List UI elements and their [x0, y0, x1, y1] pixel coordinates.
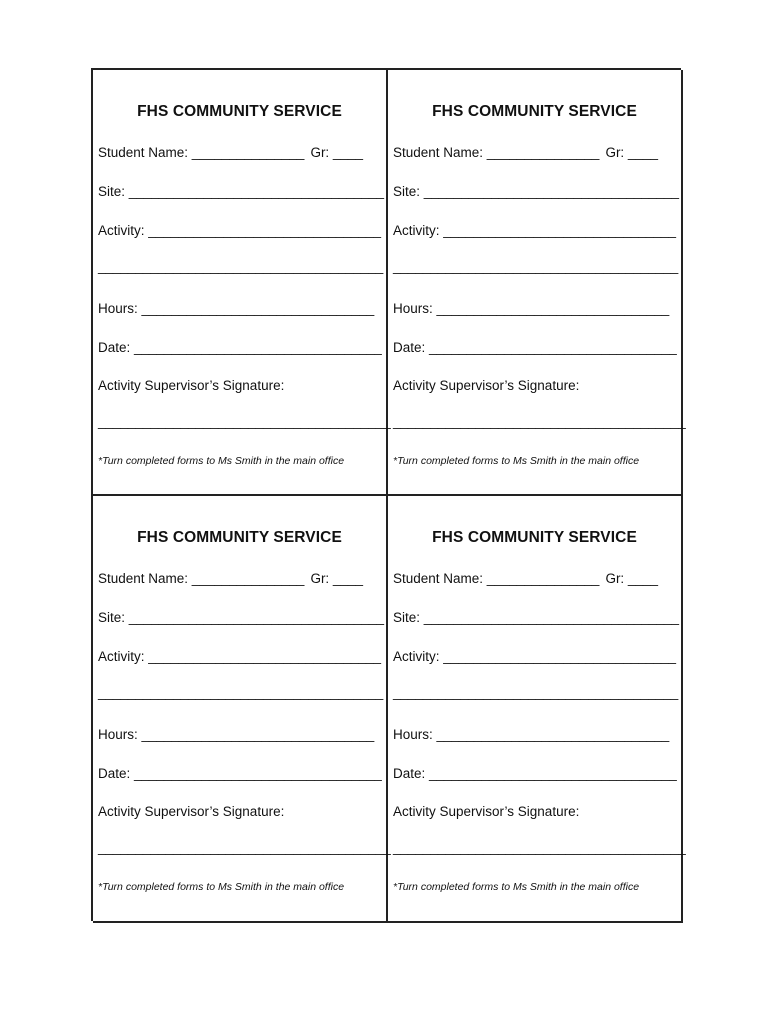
activity-field: Activity: _______________________________	[393, 649, 677, 664]
form-title: FHS COMMUNITY SERVICE	[432, 103, 637, 120]
student-name-row	[393, 145, 658, 160]
grade-field: Gr: ____	[310, 571, 363, 586]
student-name-row	[98, 145, 363, 160]
return-instructions-note: *Turn completed forms to Ms Smith in the main office	[393, 881, 640, 893]
student-name-row	[98, 571, 363, 586]
supervisor-signature-label: Activity Supervisor’s Signature:	[393, 378, 580, 393]
supervisor-signature-line: _______________________________________	[98, 414, 391, 429]
grade-field: Gr: ____	[310, 145, 363, 160]
date-field: Date: _________________________________	[98, 766, 382, 781]
supervisor-signature-label: Activity Supervisor’s Signature:	[98, 804, 285, 819]
service-form-card-bottom-left	[93, 496, 391, 923]
activity-continuation-line: ______________________________________	[98, 259, 384, 274]
activity-continuation-line: ______________________________________	[98, 685, 384, 700]
date-field: Date: _________________________________	[393, 766, 677, 781]
activity-continuation-line: ______________________________________	[393, 685, 679, 700]
site-field: Site: __________________________________	[98, 610, 385, 625]
date-field: Date: _________________________________	[393, 340, 677, 355]
hours-field: Hours: _______________________________	[98, 727, 375, 742]
form-title: FHS COMMUNITY SERVICE	[432, 529, 637, 546]
site-field: Site: __________________________________	[98, 184, 385, 199]
hours-field: Hours: _______________________________	[393, 301, 670, 316]
form-title: FHS COMMUNITY SERVICE	[137, 103, 342, 120]
hours-field: Hours: _______________________________	[393, 727, 670, 742]
supervisor-signature-label: Activity Supervisor’s Signature:	[98, 378, 285, 393]
site-field: Site: __________________________________	[393, 184, 680, 199]
date-field: Date: _________________________________	[98, 340, 382, 355]
student-name-field: Student Name: _______________	[393, 571, 600, 586]
form-title: FHS COMMUNITY SERVICE	[137, 529, 342, 546]
student-name-row	[393, 571, 658, 586]
service-form-card-top-left	[93, 70, 391, 496]
service-form-sheet	[91, 68, 686, 921]
hours-field: Hours: _______________________________	[98, 301, 375, 316]
supervisor-signature-line: _______________________________________	[98, 840, 391, 855]
grade-field: Gr: ____	[605, 145, 658, 160]
activity-field: Activity: _______________________________	[98, 223, 382, 238]
student-name-field: Student Name: _______________	[98, 571, 305, 586]
activity-field: Activity: _______________________________	[98, 649, 382, 664]
grade-field: Gr: ____	[605, 571, 658, 586]
site-field: Site: __________________________________	[393, 610, 680, 625]
supervisor-signature-line: _______________________________________	[393, 414, 686, 429]
return-instructions-note: *Turn completed forms to Ms Smith in the main office	[98, 881, 345, 893]
activity-field: Activity: _______________________________	[393, 223, 677, 238]
supervisor-signature-label: Activity Supervisor’s Signature:	[393, 804, 580, 819]
activity-continuation-line: ______________________________________	[393, 259, 679, 274]
service-form-card-top-right	[388, 70, 686, 496]
student-name-field: Student Name: _______________	[98, 145, 305, 160]
student-name-field: Student Name: _______________	[393, 145, 600, 160]
supervisor-signature-line: _______________________________________	[393, 840, 686, 855]
return-instructions-note: *Turn completed forms to Ms Smith in the main office	[98, 455, 345, 467]
service-form-card-bottom-right	[388, 496, 686, 923]
return-instructions-note: *Turn completed forms to Ms Smith in the main office	[393, 455, 640, 467]
